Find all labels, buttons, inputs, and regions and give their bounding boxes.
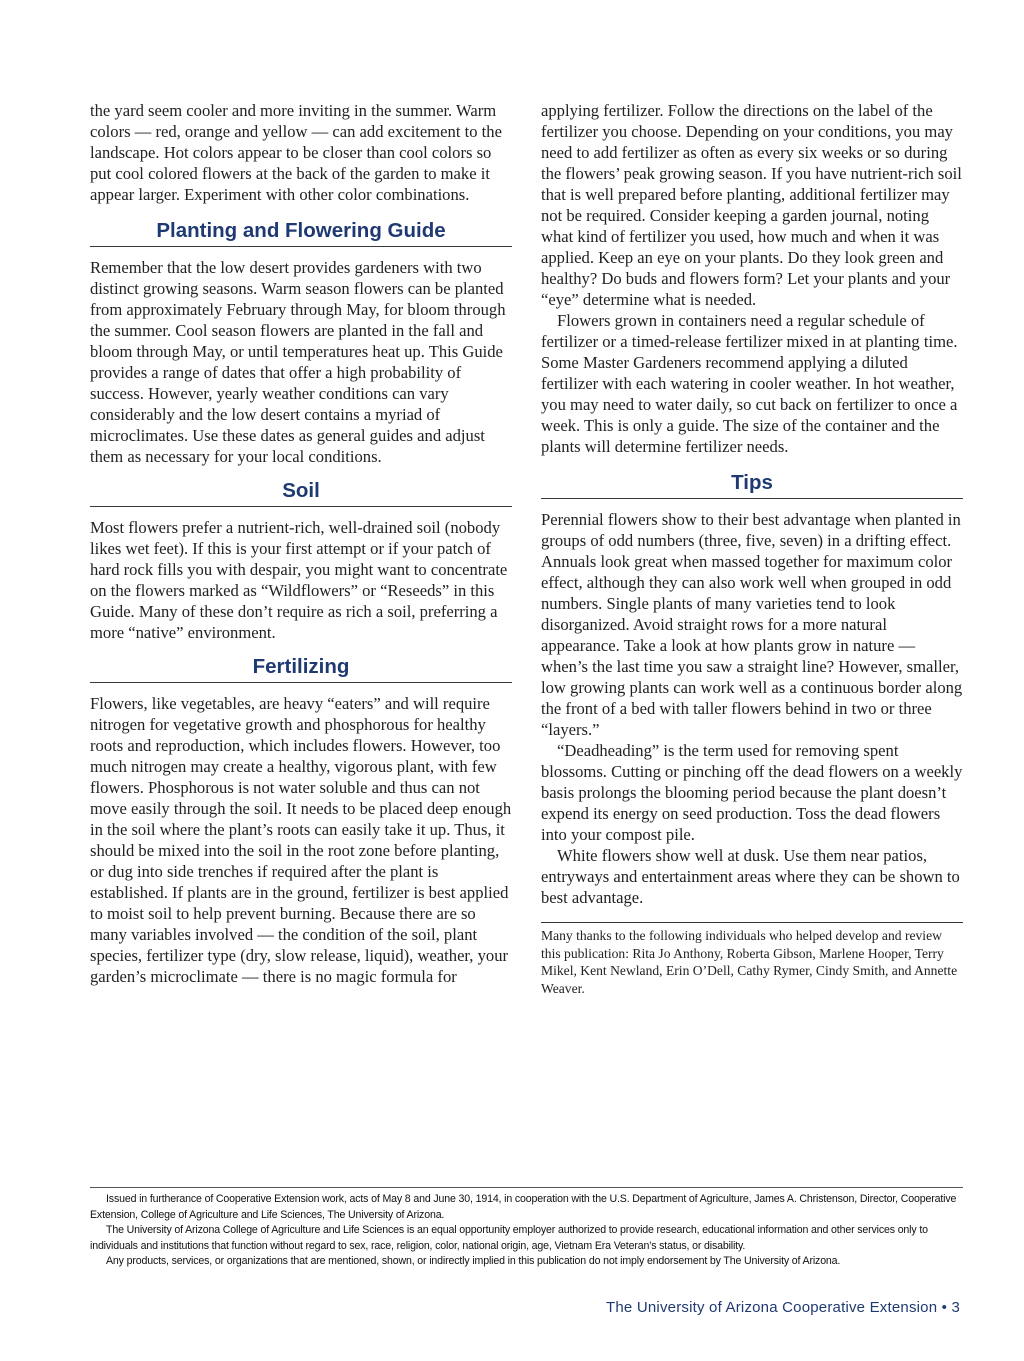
- tips-paragraph-2: “Deadheading” is the term used for removing spent blossoms. Cutting or pinching off the dead flowers on a weekly basis prolongs the blooming period because the plant doesn’t expend its energy on seed production. Toss the dead flowers into your compost pile.: [541, 741, 963, 844]
- legal-equal-opportunity: The University of Arizona College of Agriculture and Life Sciences is an equal opportunity employer authorized to provide research, educational information and other services only to individuals and institutions that function without regard to sex, race, religion, color, national origin, age, Vietnam Era Veteran’s status, or disability.: [90, 1224, 928, 1252]
- fertilizing-heading: Fertilizing: [90, 655, 512, 683]
- intro-paragraph: the yard seem cooler and more inviting in the summer. Warm colors — red, orange and yellow — can add excitement to the landscape. Hot colors appear to be closer than cool colors so put cool colored flowers at the back of the garden to make it appear larger. Experiment with other color combinations.: [90, 101, 502, 204]
- page-footer-label: The University of Arizona Cooperative Extension • 3: [606, 1299, 960, 1316]
- tips-paragraph-1: Perennial flowers show to their best advantage when planted in groups of odd numbers (three, five, seven) in a drifting effect. Annuals look great when massed together for maximum color effect, although they can also work well when grouped in odd numbers. Single plants of many varieties tend to look disorganized. Avoid straight rows for a more natural appearance. Take a look at how plants grow in nature — when’s the last time you saw a straight line? However, smaller, low growing plants can work well as a continuous border along the front of a bed with taller flowers behind in two or three “layers.”: [541, 510, 963, 739]
- soil-paragraph: Most flowers prefer a nutrient-rich, well-drained soil (nobody likes wet feet). If this is your first attempt or if your patch of hard rock fills you with despair, you might want to concentrate on the flowers marked as “Wildflowers” or “Reseeds” in this Guide. Many of these don’t require as rich a soil, preferring a more “native” environment.: [90, 518, 508, 642]
- right-column: [541, 100, 963, 997]
- legal-cooperative-extension: Issued in furtherance of Cooperative Extension work, acts of May 8 and June 30, 1914, in cooperation with the U.S. Department of Agriculture, James A. Christenson, Director, Cooperative Extension, College of Agriculture and Life Sciences, The University of Arizona.: [90, 1193, 957, 1221]
- planting-guide-heading: Planting and Flowering Guide: [90, 219, 512, 247]
- left-column: [90, 100, 512, 987]
- planting-guide-paragraph: Remember that the low desert provides gardeners with two distinct growing seasons. Warm season flowers can be planted from approximately February through May, for bloom through the summer. Cool season flowers are planted in the fall and bloom through May, or until temperatures heat up. This Guide provides a range of dates that offer a high probability of success. However, yearly weather conditions can vary considerably and the low desert contains a myriad of microclimates. Use these dates as general guides and adjust them as necessary for your local conditions.: [90, 258, 506, 466]
- legal-endorsement: Any products, services, or organizations that are mentioned, shown, or indirectly implied in this publication do not imply endorsement by The University of Arizona.: [106, 1255, 841, 1267]
- footer-divider: [90, 1187, 963, 1188]
- legal-notice: [90, 1192, 963, 1270]
- fertilizing-continued-paragraph: applying fertilizer. Follow the directions on the label of the fertilizer you choose. Depending on your conditions, you may need to add fertilizer as often as every six weeks or so during the flowers’ peak growing season. If you have nutrient-rich soil that is well prepared before planting, additional fertilizer may not be required. Consider keeping a garden journal, noting what kind of fertilizer you used, how much and when it was applied. Keep an eye on your plants. Do they look green and healthy? Do buds and flowers form? Let your plants and your “eye” determine what is needed.: [541, 101, 962, 309]
- acknowledgements: Many thanks to the following individuals who helped develop and review this publication: Rita Jo Anthony, Roberta Gibson, Marlene Hooper, Terry Mikel, Kent Newland, Erin O’Dell, Cathy Rymer, Cindy Smith, and Annette Weaver.: [541, 928, 958, 996]
- tips-paragraph-3: White flowers show well at dusk. Use them near patios, entryways and entertainment areas where they can be shown to best advantage.: [541, 846, 960, 907]
- soil-heading: Soil: [90, 479, 512, 507]
- containers-paragraph: Flowers grown in containers need a regular schedule of fertilizer or a timed-release fertilizer mixed in at planting time. Some Master Gardeners recommend applying a diluted fertilizer with each watering in cooler weather. In hot weather, you may need to water daily, so cut back on fertilizer to once a week. This is only a guide. The size of the container and the plants will determine fertilizer needs.: [541, 311, 958, 456]
- fertilizing-paragraph: Flowers, like vegetables, are heavy “eaters” and will require nitrogen for vegetative growth and phosphorous for healthy roots and reproduction, which includes flowers. However, too much nitrogen may create a healthy, vigorous plant, with few flowers. Phosphorous is not water soluble and thus can not move easily through the soil. It needs to be placed deep enough in the soil where the plant’s roots can easily take it up. Thus, it should be mixed into the soil in the root zone before planting, or dug into side trenches if required after the plant is established. If plants are in the ground, fertilizer is best applied to moist soil to help prevent burning. Because there are so many variables involved — the condition of the soil, plant species, fertilizer type (dry, slow release, liquid), weather, your garden’s microclimate — there is no magic formula for: [90, 694, 512, 986]
- tips-heading: Tips: [541, 471, 963, 499]
